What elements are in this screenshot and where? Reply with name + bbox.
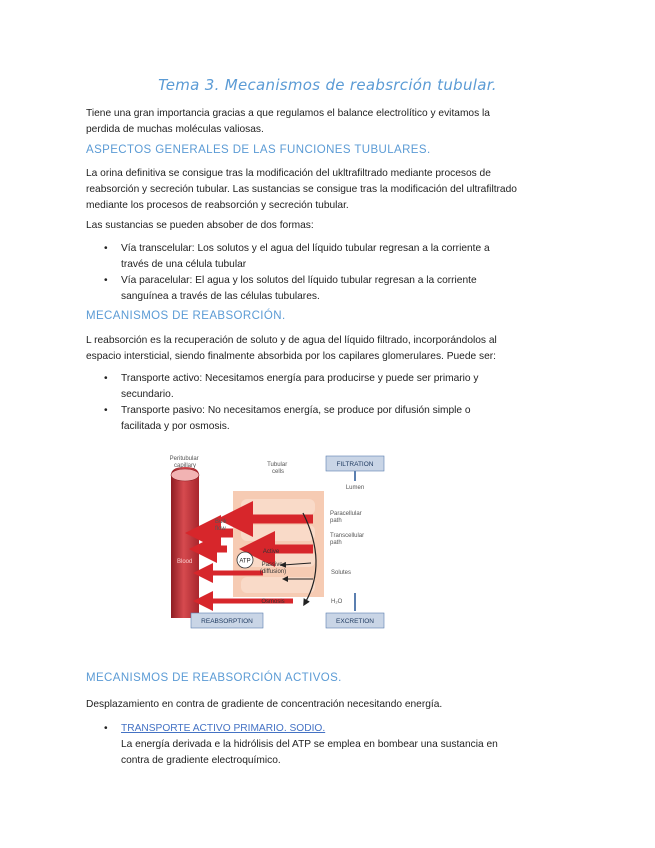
s1-line-1: La orina definitiva se consigue tras la modificación del ukltrafiltrado mediante procesos de	[86, 168, 491, 179]
cell-band	[241, 525, 315, 541]
s1-line-3: mediante los procesos de reabsorción y secreción tubular.	[86, 200, 349, 211]
passive-line: Passive	[261, 562, 283, 568]
excretion-label: EXCRETION	[336, 618, 374, 625]
list-item-line: • Vía paracelular: El agua y los solutos del líquido tubular regresan a la corriente	[121, 275, 477, 286]
paracellular-label	[330, 511, 363, 524]
tubular-line: cells	[271, 469, 285, 475]
list-item-line: • Transporte pasivo: No necesitamos energía, se produce por difusión simple o	[121, 405, 471, 416]
section1-paragraph-2: Las sustancias se pueden absober de dos formas:	[86, 220, 314, 231]
transcellular-label	[330, 533, 366, 546]
section3-list	[104, 721, 574, 769]
tubular-line: Tubular	[267, 462, 288, 468]
bulk-line: Bulk	[215, 519, 227, 525]
bulk-line: flow	[215, 526, 226, 532]
peritubular-line: Peritubular	[169, 456, 199, 462]
passive-line: (diffusion)	[259, 569, 287, 575]
section-heading-mechanisms: MECANISMOS DE REABSORCIÓN.	[86, 310, 286, 322]
primary-transport-link[interactable]: • TRANSPORTE ACTIVO PRIMARIO. SODIO.	[121, 723, 326, 734]
section1-paragraph	[86, 166, 571, 214]
section2-list	[104, 371, 574, 435]
s2-line-2: espacio intersticial, siendo finalmente absorbida por los capilares glomerulares. Puede ser:	[86, 351, 496, 362]
list-item-line: • Vía transcelular: Los solutos y el agua del líquido tubular regresan a la corriente a	[121, 243, 490, 254]
active-label: Active	[262, 549, 280, 555]
list-item-line: través de una célula tubular	[121, 259, 247, 270]
peritubular-label	[170, 456, 201, 469]
tubular-cells-label	[267, 462, 289, 475]
list-item	[104, 241, 574, 273]
blood-label: Blood	[177, 559, 193, 565]
section1-list	[104, 241, 574, 305]
list-item-line: secundario.	[121, 389, 174, 400]
paracellular-line: Paracellular	[330, 511, 362, 517]
reabsorption-diagram	[163, 453, 394, 636]
lumen-label: Lumen	[345, 485, 365, 491]
list-item-line: contra de gradiente electroquímico.	[121, 755, 281, 766]
intro-line-2: perdida de muchas moléculas valiosas.	[86, 124, 264, 135]
capillary-lumen	[171, 469, 199, 481]
peritubular-capillary	[171, 467, 199, 618]
section2-paragraph	[86, 333, 571, 365]
intro-paragraph	[86, 106, 571, 138]
list-item-line: facilitada y por osmosis.	[121, 421, 230, 432]
section-heading-active: MECANISMOS DE REABSORCIÓN ACTIVOS.	[86, 672, 342, 684]
transcellular-line: path	[330, 540, 342, 546]
page-title: Tema 3. Mecanismos de reabsrción tubular.	[158, 76, 497, 94]
list-item	[104, 371, 574, 403]
paracellular-line: path	[330, 518, 342, 524]
filtration-label: FILTRATION	[336, 461, 374, 468]
h2o-label: H₂O	[331, 599, 343, 605]
osmosis-label: Osmosis	[261, 599, 285, 605]
transcellular-line: Transcellular	[330, 533, 365, 539]
s2-line-1: L reabsorción es la recuperación de soluto y de agua del líquido filtrado, incorporándolos al	[86, 335, 497, 346]
section3-paragraph: Desplazamiento en contra de gradiente de concentración necesitando energía.	[86, 699, 443, 710]
list-item	[104, 273, 574, 305]
peritubular-line: capillary	[173, 463, 197, 469]
list-item-line: • Transporte activo: Necesitamos energía para producirse y puede ser primario y	[121, 373, 479, 384]
reabsorption-label: REABSORPTION	[201, 618, 253, 625]
list-item-line: La energía derivada e la hidrólisis del ATP se emplea en bombear una sustancia en	[121, 739, 498, 750]
intro-line-1: Tiene una gran importancia gracias a que regulamos el balance electrolítico y evitamos la	[86, 108, 490, 119]
list-item	[104, 403, 574, 435]
s1-line-2: reabsorción y secreción tubular. Las sustancias se consigue tras la modificación del ultrafiltrado	[86, 184, 517, 195]
section-heading-aspects: ASPECTOS GENERALES DE LAS FUNCIONES TUBULARES.	[86, 144, 431, 156]
atp-label: ATP	[239, 558, 251, 565]
solutes-label: Solutes	[331, 570, 352, 576]
list-item	[104, 721, 574, 769]
cell-band	[241, 499, 315, 515]
list-item-line: sanguínea a través de las células tubulares.	[121, 291, 320, 302]
passive-label	[260, 562, 286, 575]
